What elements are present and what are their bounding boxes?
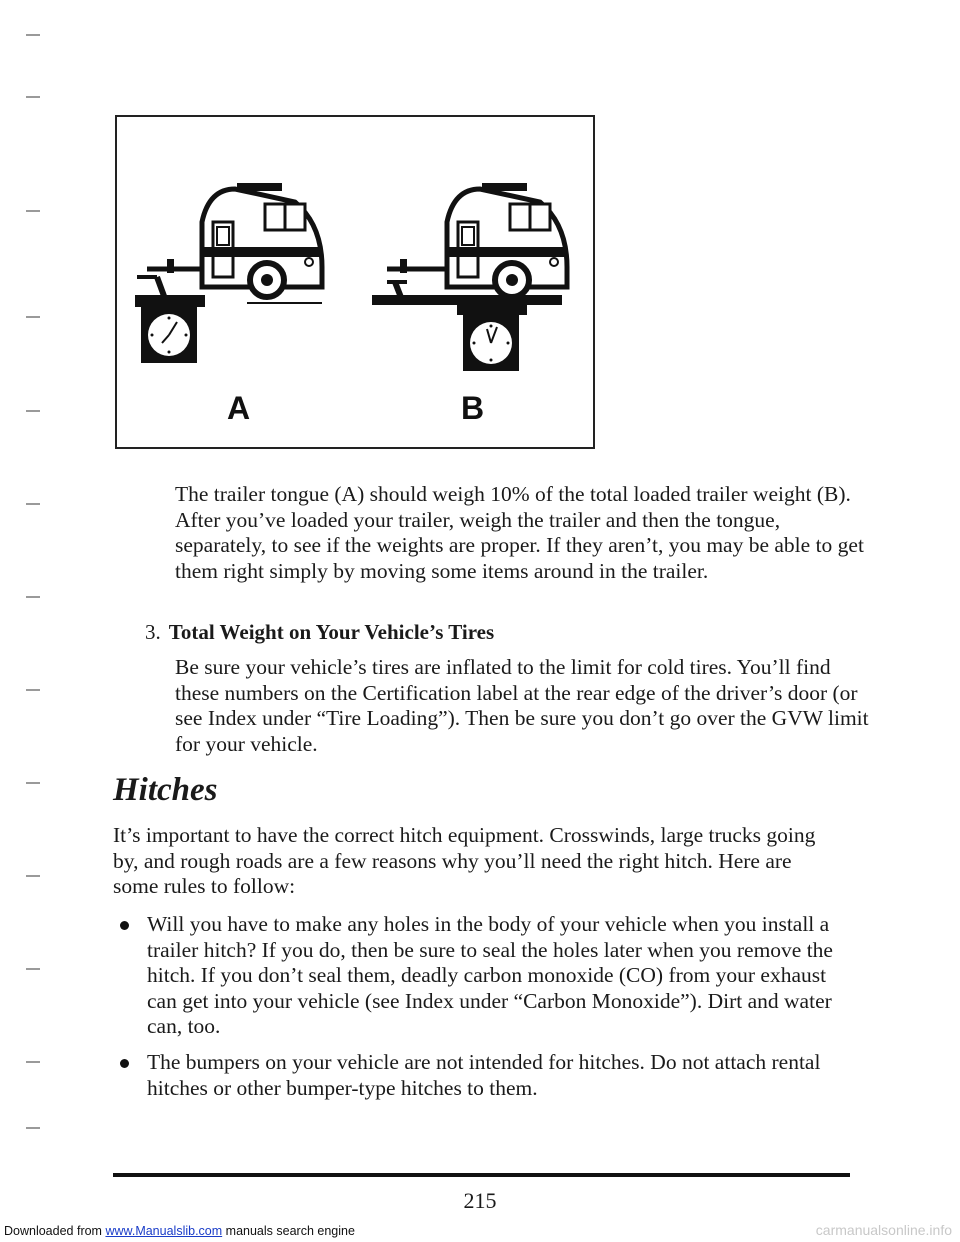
item-number: 3.	[145, 620, 161, 644]
margin-tick	[26, 34, 40, 36]
margin-tick	[26, 410, 40, 412]
margin-tick	[26, 210, 40, 212]
trailer-weight-figure	[115, 115, 595, 449]
margin-tick	[26, 96, 40, 98]
item-3-heading	[145, 620, 494, 645]
margin-tick	[26, 596, 40, 598]
hitches-intro: It’s important to have the correct hitch equipment. Crosswinds, large trucks going by, and rough roads are a few reasons why you’ll need the right hitch. Here are some rules to follow:	[113, 823, 816, 898]
trailer-illustration	[117, 117, 593, 447]
margin-tick	[26, 875, 40, 877]
margin-tick	[26, 316, 40, 318]
manualslib-link[interactable]: www.Manualslib.com	[105, 1224, 223, 1238]
bullet-text: The bumpers on your vehicle are not intended for hitches. Do not attach rental hitches or other bumper-type hitches to them.	[147, 1050, 821, 1100]
margin-tick	[26, 1127, 40, 1129]
margin-tick	[26, 689, 40, 691]
margin-tick	[26, 782, 40, 784]
tongue-weight-paragraph: The trailer tongue (A) should weigh 10% of the total loaded trailer weight (B). After you’ve loaded your trailer, weigh the trailer and then the tongue, separately, to see if the weights are proper. If they aren’t, you may be able to get them right simply by moving some items around in the trailer.	[175, 482, 864, 583]
footer-rule	[113, 1173, 850, 1177]
item-3-body: Be sure your vehicle’s tires are inflated to the limit for cold tires. You’ll find these numbers on the Certification label at the rear edge of the driver’s door (or see Index under “Tire Loading”). Then be sure you don’t go over the GVW limit for your vehicle.	[175, 655, 869, 756]
bullet-dot	[120, 921, 129, 930]
margin-tick	[26, 1061, 40, 1063]
item-title: Total Weight on Your Vehicle’s Tires	[168, 620, 495, 644]
margin-tick	[26, 503, 40, 505]
footer-prefix: Downloaded from	[4, 1224, 102, 1238]
trailer-b-drawing	[372, 183, 567, 371]
bullet-text: Will you have to make any holes in the body of your vehicle when you install a trailer hitch? If you do, then be sure to seal the holes later when you remove the hitch. If you don’t seal them, deadly carbon monoxide (CO) from your exhaust can get into your vehicle (see Index under “Carbon Monoxide”). Dirt and water can, too.	[147, 912, 833, 1038]
bullet-dot	[120, 1059, 129, 1068]
page-number: 215	[463, 1188, 497, 1213]
figure-label-b: B	[461, 390, 485, 426]
margin-tick	[26, 968, 40, 970]
figure-label-a: A	[227, 390, 251, 426]
footer-suffix: manuals search engine	[225, 1224, 355, 1238]
trailer-a-drawing	[135, 183, 322, 363]
section-title-hitches: Hitches	[113, 772, 218, 808]
download-footer	[4, 1224, 355, 1238]
watermark-text: carmanualsonline.info	[815, 1222, 952, 1238]
